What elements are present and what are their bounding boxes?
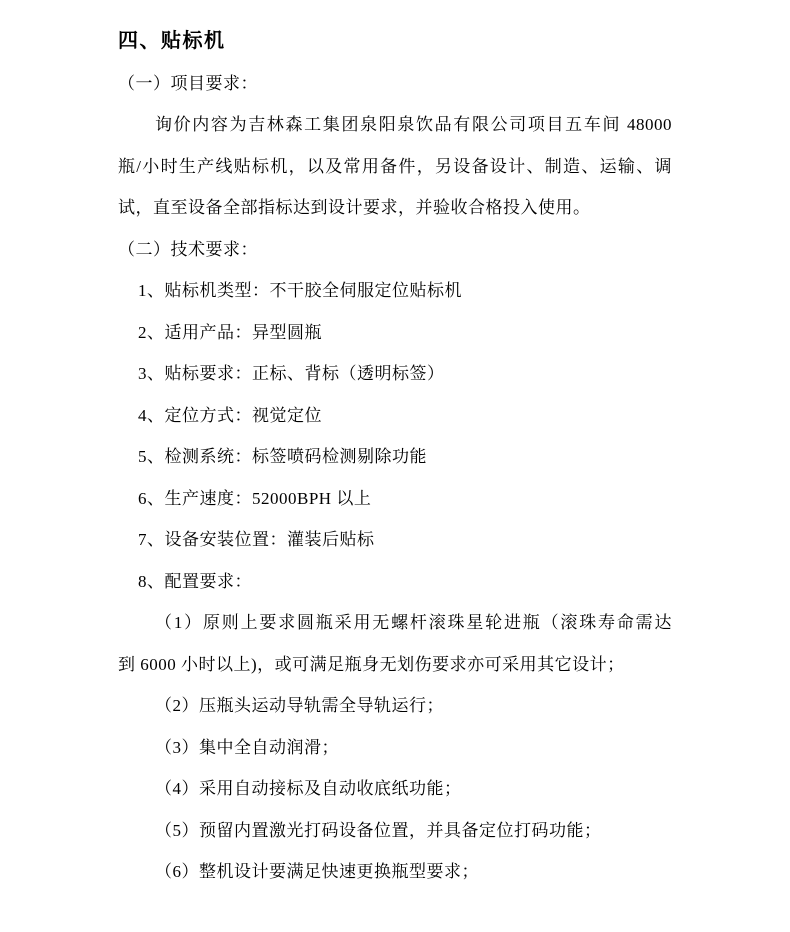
section-2-label: （二）技术要求：: [118, 239, 258, 259]
tech-requirement-item-3: 3、贴标要求：正标、背标（透明标签）: [138, 364, 445, 383]
config-requirement-item-6: （6）整机设计要满足快速更换瓶型要求；: [155, 862, 479, 881]
tech-requirement-item-5: 5、检测系统：标签喷码检测剔除功能: [138, 447, 427, 466]
tech-requirement-item-7: 7、设备安装位置：灌装后贴标: [138, 530, 375, 549]
config-requirement-item-1-line-2: 到 6000 小时以上)，或可满足瓶身无划伤要求亦可采用其它设计；: [118, 654, 625, 674]
tech-requirement-item-8: 8、配置要求：: [138, 571, 252, 591]
section-1-label: （一）项目要求：: [118, 73, 258, 93]
intro-paragraph-line-1: 询价内容为吉林森工集团泉阳泉饮品有限公司项目五车间 48000: [155, 115, 672, 134]
intro-paragraph-line-2: 瓶/小时生产线贴标机，以及常用备件，另设备设计、制造、运输、调: [118, 156, 672, 176]
config-requirement-item-3: （3）集中全自动润滑；: [155, 737, 339, 757]
tech-requirement-item-2: 2、适用产品：异型圆瓶: [138, 322, 322, 342]
config-requirement-item-2: （2）压瓶头运动导轨需全导轨运行；: [155, 696, 444, 715]
tech-requirement-item-1: 1、贴标机类型：不干胶全伺服定位贴标机: [138, 281, 462, 300]
document-heading: 四、贴标机: [118, 30, 226, 52]
config-requirement-item-4: （4）采用自动接标及自动收底纸功能；: [155, 779, 462, 798]
config-requirement-item-5: （5）预留内置激光打码设备位置，并具备定位打码功能；: [155, 820, 602, 840]
tech-requirement-item-4: 4、定位方式：视觉定位: [138, 405, 322, 425]
config-requirement-item-1-line-1: （1）原则上要求圆瓶采用无螺杆滚珠星轮进瓶（滚珠寿命需达: [155, 613, 672, 632]
tech-requirement-item-6: 6、生产速度：52000BPH 以上: [138, 488, 372, 508]
intro-paragraph-line-3: 试，直至设备全部指标达到设计要求，并验收合格投入使用。: [118, 198, 591, 217]
